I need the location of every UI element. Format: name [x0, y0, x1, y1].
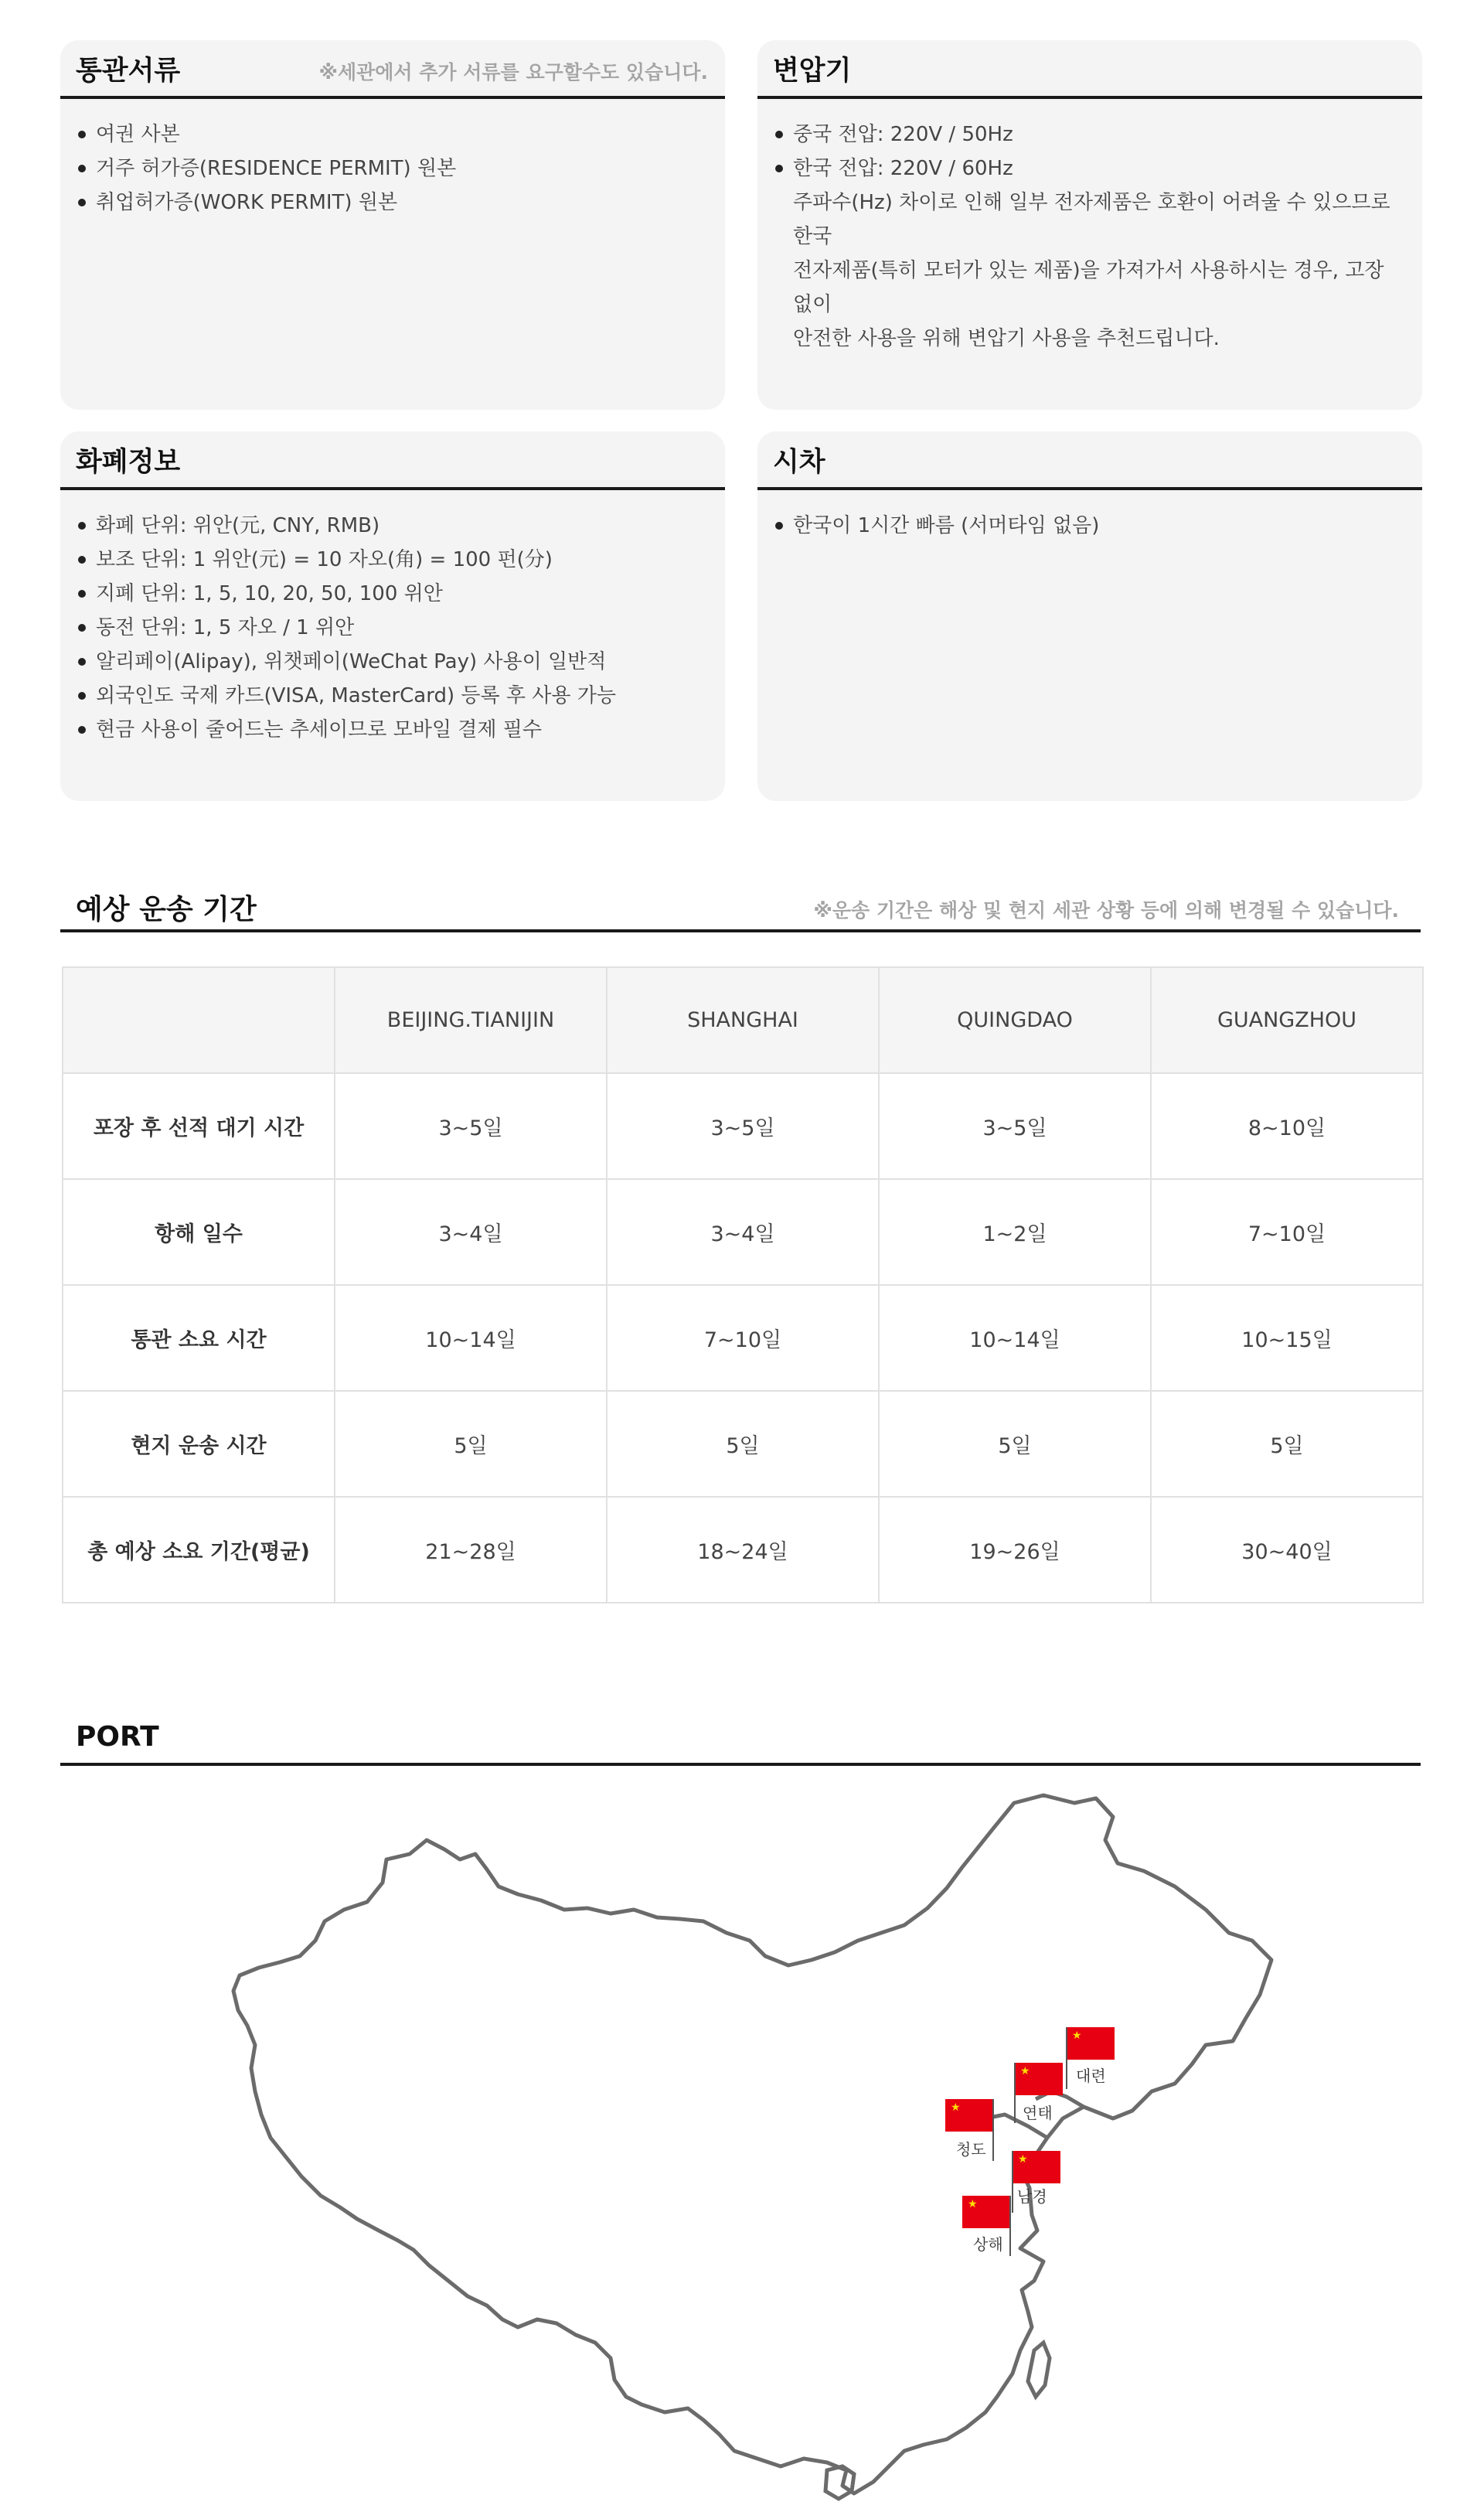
row-label: 포장 후 선적 대기 시간: [63, 1073, 335, 1179]
table-cell: 30~40일: [1151, 1497, 1423, 1603]
table-row: [63, 1179, 1423, 1285]
timezone-card-header: [757, 431, 1422, 490]
shipping-note: ※운송 기간은 해상 및 현지 세관 상황 등에 의해 변경될 수 있습니다.: [813, 899, 1399, 922]
table-cell: 1~2일: [879, 1179, 1151, 1285]
customs-card: [60, 40, 725, 410]
svg-text:★: ★: [1018, 2153, 1028, 2166]
svg-text:★: ★: [968, 2198, 978, 2210]
table-cell: 10~15일: [1151, 1285, 1423, 1391]
flag-nanjing: [1013, 2151, 1060, 2213]
customs-note: ※세관에서 추가 서류를 요구할수도 있습니다.: [318, 61, 708, 84]
table-row: [63, 1497, 1423, 1603]
port-label: 대련: [1076, 2067, 1106, 2085]
table-cell: 10~14일: [335, 1285, 607, 1391]
port-label: 연태: [1023, 2104, 1053, 2122]
timezone-title: 시차: [773, 447, 825, 478]
list-item: 화폐 단위: 위안(元, CNY, RMB): [76, 509, 703, 543]
currency-card-header: [60, 431, 725, 490]
list-item: 보조 단위: 1 위안(元) = 10 자오(角) = 100 펀(分): [76, 543, 703, 577]
svg-text:★: ★: [1020, 2065, 1030, 2077]
row-label: 현지 운송 시간: [63, 1391, 335, 1497]
table-cell: 8~10일: [1151, 1073, 1423, 1179]
column-header: [63, 967, 335, 1073]
table-cell: 5일: [607, 1391, 879, 1497]
shipping-section-header: [60, 886, 1421, 932]
customs-title: 통관서류: [76, 56, 181, 87]
table-row: [63, 1073, 1423, 1179]
table-cell: 19~26일: [879, 1497, 1151, 1603]
table-cell: 18~24일: [607, 1497, 879, 1603]
column-header: QUINGDAO: [879, 967, 1151, 1073]
list-item: 한국 전압: 220V / 60Hz: [773, 152, 1401, 186]
list-item: 지폐 단위: 1, 5, 10, 20, 50, 100 위안: [76, 577, 703, 611]
list-item: 중국 전압: 220V / 50Hz: [773, 118, 1401, 152]
shipping-title: 예상 운송 기간: [76, 894, 257, 925]
shipping-table: [62, 966, 1424, 1604]
table-cell: 7~10일: [607, 1285, 879, 1391]
timezone-card: [757, 431, 1422, 801]
currency-list: [76, 509, 703, 747]
port-section-header: [60, 1719, 1421, 1766]
taiwan-island: [1028, 2343, 1050, 2397]
china-outline: [233, 1795, 1271, 2493]
table-cell: 5일: [1151, 1391, 1423, 1497]
transformer-title: 변압기: [773, 56, 852, 87]
customs-list: [76, 118, 703, 220]
table-header-row: [63, 967, 1423, 1073]
table-cell: 3~5일: [879, 1073, 1151, 1179]
table-cell: 3~5일: [607, 1073, 879, 1179]
svg-text:★: ★: [1072, 2030, 1082, 2042]
column-header: BEIJING.TIANIJIN: [335, 967, 607, 1073]
port-label: 남경: [1017, 2187, 1047, 2206]
table-cell: 5일: [335, 1391, 607, 1497]
list-item: 외국인도 국제 카드(VISA, MasterCard) 등록 후 사용 가능: [76, 679, 703, 713]
column-header: GUANGZHOU: [1151, 967, 1423, 1073]
flag-qingdao: [945, 2099, 993, 2161]
customs-card-header: [60, 40, 725, 99]
transformer-detail-line: 안전한 사용을 위해 변압기 사용을 추천드립니다.: [793, 327, 1220, 350]
currency-card: [60, 431, 725, 801]
list-item: 취업허가증(WORK PERMIT) 원본: [76, 186, 703, 220]
transformer-card-header: [757, 40, 1422, 99]
china-map: [224, 1786, 1291, 2505]
list-item: 여권 사본: [76, 118, 703, 152]
row-label: 항해 일수: [63, 1179, 335, 1285]
port-label: 상해: [973, 2235, 1003, 2254]
transformer-detail-line: 전자제품(특히 모터가 있는 제품)을 가져가서 사용하시는 경우, 고장 없이: [793, 259, 1384, 316]
transformer-detail-line: 주파수(Hz) 차이로 인해 일부 전자제품은 호환이 어려울 수 있으므로 한국: [793, 191, 1390, 248]
flag-dalian: [1067, 2027, 1115, 2089]
list-item: 알리페이(Alipay), 위챗페이(WeChat Pay) 사용이 일반적: [76, 645, 703, 679]
list-item: 현금 사용이 줄어드는 추세이므로 모바일 결제 필수: [76, 713, 703, 747]
svg-text:★: ★: [951, 2101, 961, 2114]
list-item: 거주 허가증(RESIDENCE PERMIT) 원본: [76, 152, 703, 186]
column-header: SHANGHAI: [607, 967, 879, 1073]
currency-title: 화폐정보: [76, 447, 181, 478]
transformer-card: [757, 40, 1422, 410]
table-cell: 5일: [879, 1391, 1151, 1497]
table-cell: 7~10일: [1151, 1179, 1423, 1285]
row-label: 통관 소요 시간: [63, 1285, 335, 1391]
hainan-island: [825, 2466, 854, 2499]
port-title: PORT: [76, 1721, 159, 1753]
table-cell: 3~5일: [335, 1073, 607, 1179]
row-label: 총 예상 소요 기간(평균): [63, 1497, 335, 1603]
table-cell: 3~4일: [335, 1179, 607, 1285]
table-row: [63, 1285, 1423, 1391]
table-row: [63, 1391, 1423, 1497]
list-item: 한국이 1시간 빠름 (서머타임 없음): [773, 509, 1401, 543]
table-cell: 3~4일: [607, 1179, 879, 1285]
port-label: 청도: [956, 2140, 986, 2159]
list-item: 동전 단위: 1, 5 자오 / 1 위안: [76, 611, 703, 645]
table-cell: 10~14일: [879, 1285, 1151, 1391]
flag-yantai: [1015, 2063, 1063, 2123]
transformer-list: [773, 118, 1401, 356]
flag-shanghai: [962, 2196, 1010, 2256]
timezone-list: [773, 509, 1401, 543]
table-cell: 21~28일: [335, 1497, 607, 1603]
